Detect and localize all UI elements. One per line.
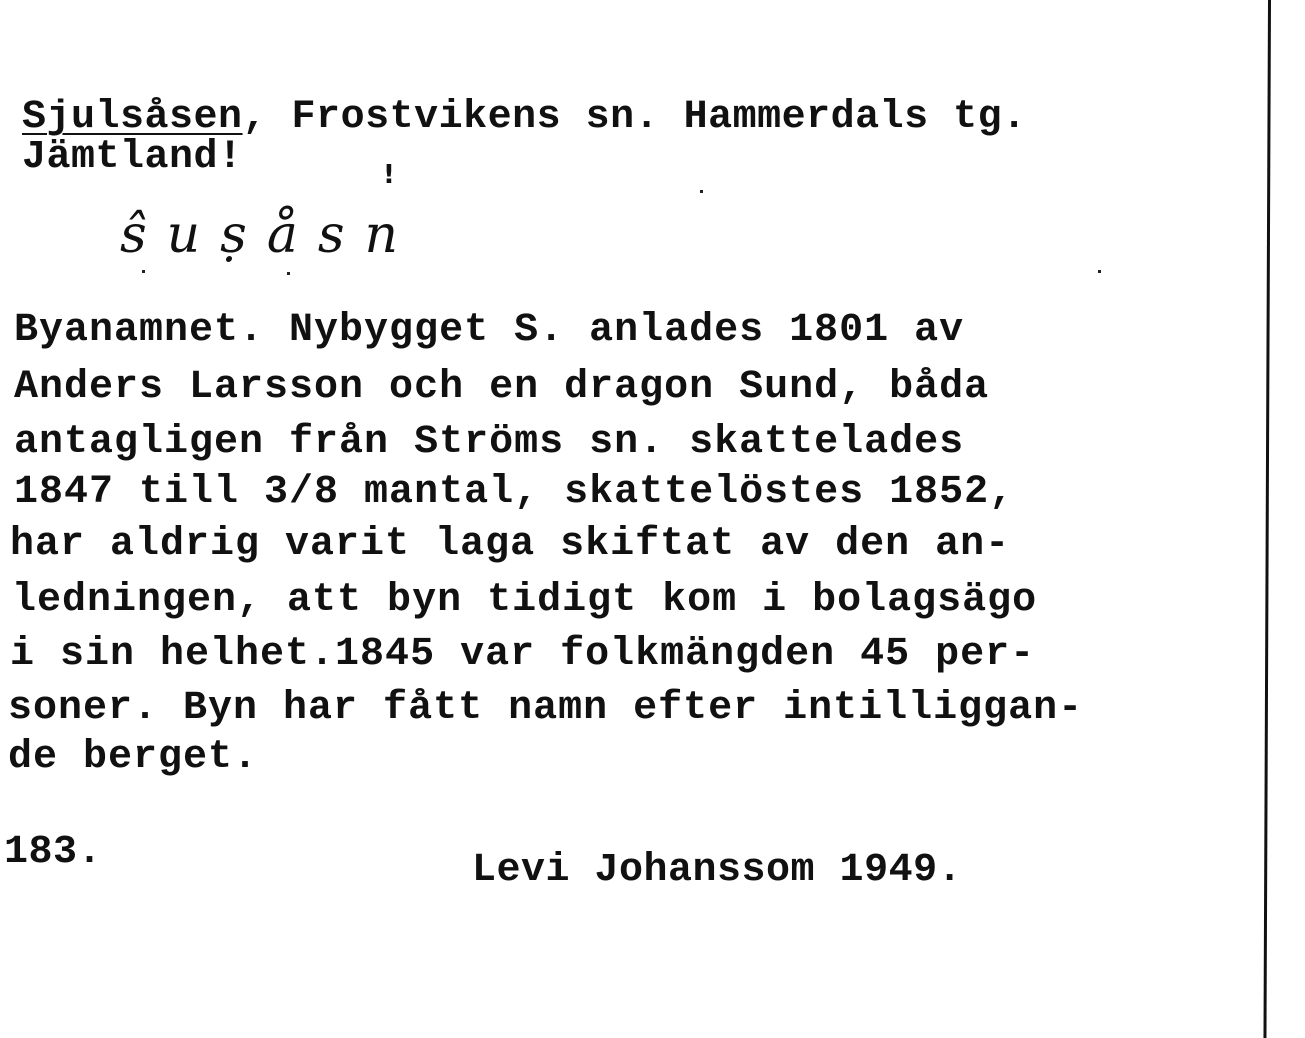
ink-speck	[700, 190, 703, 193]
body-line: i sin helhet.1845 var folkmängden 45 per-	[10, 632, 1036, 677]
county-label: Jämtland!	[22, 135, 243, 180]
card-header	[22, 95, 1027, 140]
body-line: 1847 till 3/8 mantal, skattelöstes 1852,	[14, 470, 1015, 515]
body-line: Anders Larsson och en dragon Sund, båda	[14, 365, 990, 410]
stress-mark: !	[383, 160, 395, 190]
headword: Sjulsåsen	[22, 95, 243, 140]
body-line: antagligen från Ströms sn. skattelades	[14, 420, 965, 465]
card-edge-line	[1263, 0, 1271, 1038]
header-parish: , Frostvikens sn. Hammerdals tg.	[242, 95, 1027, 140]
card-number: 183.	[4, 830, 103, 875]
ink-speck	[142, 270, 145, 273]
body-line: Byanamnet. Nybygget S. anlades 1801 av	[14, 308, 965, 353]
body-line: ledningen, att byn tidigt kom i bolagsägo	[12, 578, 1038, 623]
author-signature: Levi Johanssom 1949.	[472, 848, 963, 893]
ink-speck	[287, 272, 290, 275]
body-line: soner. Byn har fått namn efter intilliggan-	[8, 686, 1084, 731]
phonetic-transcription: ŝuṣåsn	[120, 205, 419, 265]
ink-speck	[1098, 270, 1101, 273]
body-line: har aldrig varit laga skiftat av den an-	[10, 522, 1011, 567]
body-line: de berget.	[8, 735, 259, 780]
